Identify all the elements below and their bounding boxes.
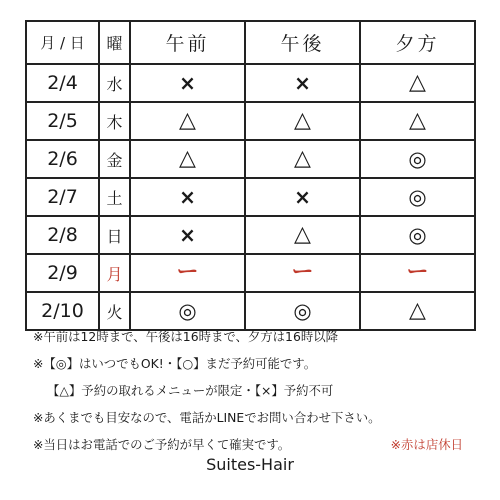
cross-mark: × [294,184,311,209]
slot-afternoon [245,254,360,292]
triangle-mark: △ [179,146,196,171]
schedule-row [26,140,475,178]
cross-mark: × [179,222,196,247]
slot-evening [360,178,475,216]
reservation-schedule-table [25,20,476,331]
slot-afternoon [245,140,360,178]
row-day-of-week: 水 [99,64,130,102]
double-circle-mark: ◎ [178,298,197,323]
header-row [26,21,475,64]
slot-evening [360,254,475,292]
note-contact: ※あくまでも目安なので、電話かLINEでお問い合わせ下さい。 [33,410,381,425]
slot-afternoon [245,102,360,140]
row-date: 2/10 [26,292,99,330]
slot-evening [360,64,475,102]
slot-morning [130,178,245,216]
header-morning: 午前 [130,21,245,64]
dash-mark: ー [176,260,199,285]
note-same-day [33,431,473,458]
slot-afternoon [245,216,360,254]
row-day-of-week: 火 [99,292,130,330]
note-time-ranges: ※午前は12時まで、午後は16時まで、夕方は16時以降 [33,329,338,344]
triangle-mark: △ [294,108,311,133]
schedule-row [26,102,475,140]
row-date: 2/4 [26,64,99,102]
slot-evening [360,140,475,178]
note-closed-legend: ※赤は店休日 [390,437,463,452]
schedule-row [26,216,475,254]
notes [33,323,473,458]
triangle-mark: △ [294,146,311,171]
dash-mark: ー [406,260,429,285]
note-symbol-legend-2: 【△】予約の取れるメニューが限定・【×】予約不可 [47,383,334,398]
slot-morning [130,102,245,140]
schedule-row [26,178,475,216]
cross-mark: × [294,70,311,95]
slot-morning [130,216,245,254]
double-circle-mark: ◎ [293,298,312,323]
dash-mark: ー [291,260,314,285]
slot-morning [130,254,245,292]
schedule-row [26,254,475,292]
row-date: 2/5 [26,102,99,140]
row-day-of-week: 木 [99,102,130,140]
row-day-of-week: 月 [99,254,130,292]
slot-morning [130,140,245,178]
row-date: 2/8 [26,216,99,254]
cross-mark: × [179,70,196,95]
triangle-mark: △ [409,298,426,323]
header-day-of-week: 曜 [99,21,130,64]
header-afternoon: 午後 [245,21,360,64]
row-date: 2/6 [26,140,99,178]
slot-morning [130,64,245,102]
schedule-row [26,64,475,102]
row-date: 2/7 [26,178,99,216]
double-circle-mark: ◎ [408,222,427,247]
row-day-of-week: 土 [99,178,130,216]
row-day-of-week: 日 [99,216,130,254]
slot-afternoon [245,178,360,216]
slot-afternoon [245,64,360,102]
double-circle-mark: ◎ [408,184,427,209]
note-same-day-text: ※当日はお電話でのご予約が早くて確実です。 [33,437,291,452]
slot-evening [360,216,475,254]
triangle-mark: △ [294,222,311,247]
note-symbol-legend-1: ※【◎】はいつでもOK!・【○】まだ予約可能です。 [33,356,317,371]
row-date: 2/9 [26,254,99,292]
triangle-mark: △ [409,70,426,95]
row-day-of-week: 金 [99,140,130,178]
header-date: 月 / 日 [26,21,99,64]
salon-name: Suites-Hair [206,455,294,474]
header-evening: 夕方 [360,21,475,64]
triangle-mark: △ [179,108,196,133]
cross-mark: × [179,184,196,209]
triangle-mark: △ [409,108,426,133]
double-circle-mark: ◎ [408,146,427,171]
slot-evening [360,102,475,140]
